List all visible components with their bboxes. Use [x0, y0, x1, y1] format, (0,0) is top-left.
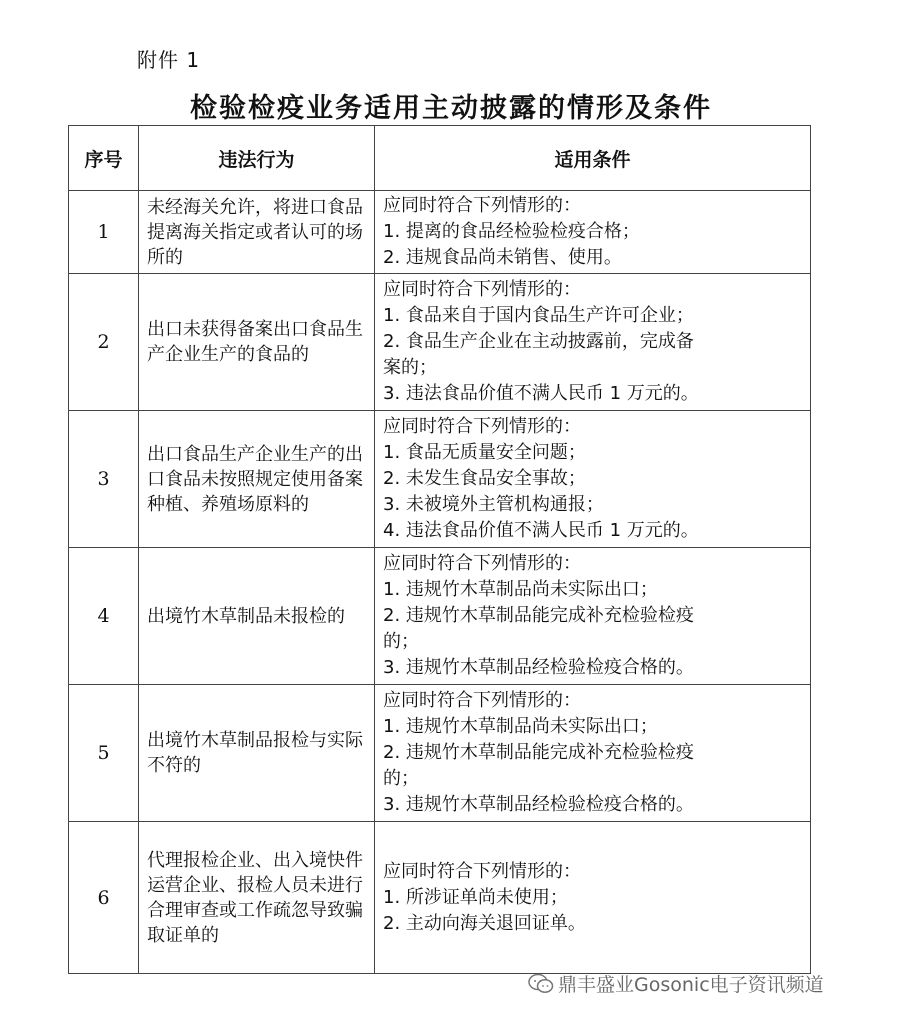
conditions-cell: [375, 548, 811, 685]
condition-line: 3. 违规竹木草制品经检验检疫合格的。: [383, 657, 694, 678]
conditions-cell: [375, 191, 811, 274]
condition-line: 应同时符合下列情形的：: [383, 195, 581, 216]
violation-cell: 未经海关允许，将进口食品提离海关指定或者认可的场所的: [139, 191, 375, 274]
condition-line: 1. 提离的食品经检验检疫合格；: [383, 221, 640, 242]
condition-line: 2. 违规竹木草制品能完成补充检验检疫: [383, 742, 694, 763]
condition-line: 应同时符合下列情形的：: [383, 553, 581, 574]
condition-line: 1. 食品无质量安全问题；: [383, 442, 586, 463]
condition-line: 3. 违规竹木草制品经检验检疫合格的。: [383, 794, 694, 815]
row-number: 4: [69, 548, 139, 685]
condition-line: 应同时符合下列情形的：: [383, 860, 581, 882]
row-number: 5: [69, 685, 139, 822]
condition-line: 2. 未发生食品安全事故；: [383, 468, 586, 489]
violation-cell: 出境竹木草制品未报检的: [139, 548, 375, 685]
condition-line: 3. 未被境外主管机构通报；: [383, 494, 604, 515]
condition-line: 的；: [383, 631, 419, 652]
violation-cell: 出境竹木草制品报检与实际不符的: [139, 685, 375, 822]
watermark: [528, 970, 824, 997]
condition-line: 3. 违法食品价值不满人民币 1 万元的。: [383, 383, 699, 404]
violation-cell: 出口食品生产企业生产的出口食品未按照规定使用备案种植、养殖场原料的: [139, 411, 375, 548]
condition-line: 1. 违规竹木草制品尚未实际出口；: [383, 579, 658, 600]
table-row: [69, 191, 811, 274]
condition-line: 2. 违规竹木草制品能完成补充检验检疫: [383, 605, 694, 626]
table-row: [69, 685, 811, 822]
condition-line: 应同时符合下列情形的：: [383, 279, 581, 300]
condition-line: 2. 食品生产企业在主动披露前，完成备: [383, 331, 694, 352]
conditions-cell: [375, 411, 811, 548]
condition-line: 2. 主动向海关退回证单。: [383, 912, 586, 934]
condition-line: 的；: [383, 768, 419, 789]
violation-cell: 代理报检企业、出入境快件运营企业、报检人员未进行合理审查或工作疏忽导致骗取证单的: [139, 822, 375, 974]
condition-line: 应同时符合下列情形的：: [383, 690, 581, 711]
rules-table: [68, 125, 811, 974]
watermark-text: 鼎丰盛业Gosonic电子资讯频道: [558, 974, 824, 996]
conditions-cell: [375, 274, 811, 411]
condition-line: 1. 食品来自于国内食品生产许可企业；: [383, 305, 694, 326]
table-row: [69, 411, 811, 548]
document-title: 检验检疫业务适用主动披露的情形及条件: [190, 93, 712, 124]
row-number: 2: [69, 274, 139, 411]
attachment-label: 附件 1: [137, 48, 201, 72]
violation-cell: 出口未获得备案出口食品生产企业生产的食品的: [139, 274, 375, 411]
header-violation: 违法行为: [139, 126, 375, 191]
condition-line: 1. 所涉证单尚未使用；: [383, 886, 568, 908]
header-conditions: 适用条件: [375, 126, 811, 191]
conditions-cell: [375, 685, 811, 822]
row-number: 6: [69, 822, 139, 974]
condition-line: 1. 违规竹木草制品尚未实际出口；: [383, 716, 658, 737]
row-number: 1: [69, 191, 139, 274]
chat-bubbles-icon: [528, 973, 554, 995]
table-header-row: [69, 126, 811, 191]
row-number: 3: [69, 411, 139, 548]
header-serial: 序号: [69, 126, 139, 191]
table-row: [69, 822, 811, 974]
conditions-cell: [375, 822, 811, 974]
table-row: [69, 548, 811, 685]
condition-line: 案的；: [383, 357, 437, 378]
condition-line: 2. 违规食品尚未销售、使用。: [383, 247, 622, 268]
table-row: [69, 274, 811, 411]
condition-line: 4. 违法食品价值不满人民币 1 万元的。: [383, 520, 699, 541]
condition-line: 应同时符合下列情形的：: [383, 416, 581, 437]
